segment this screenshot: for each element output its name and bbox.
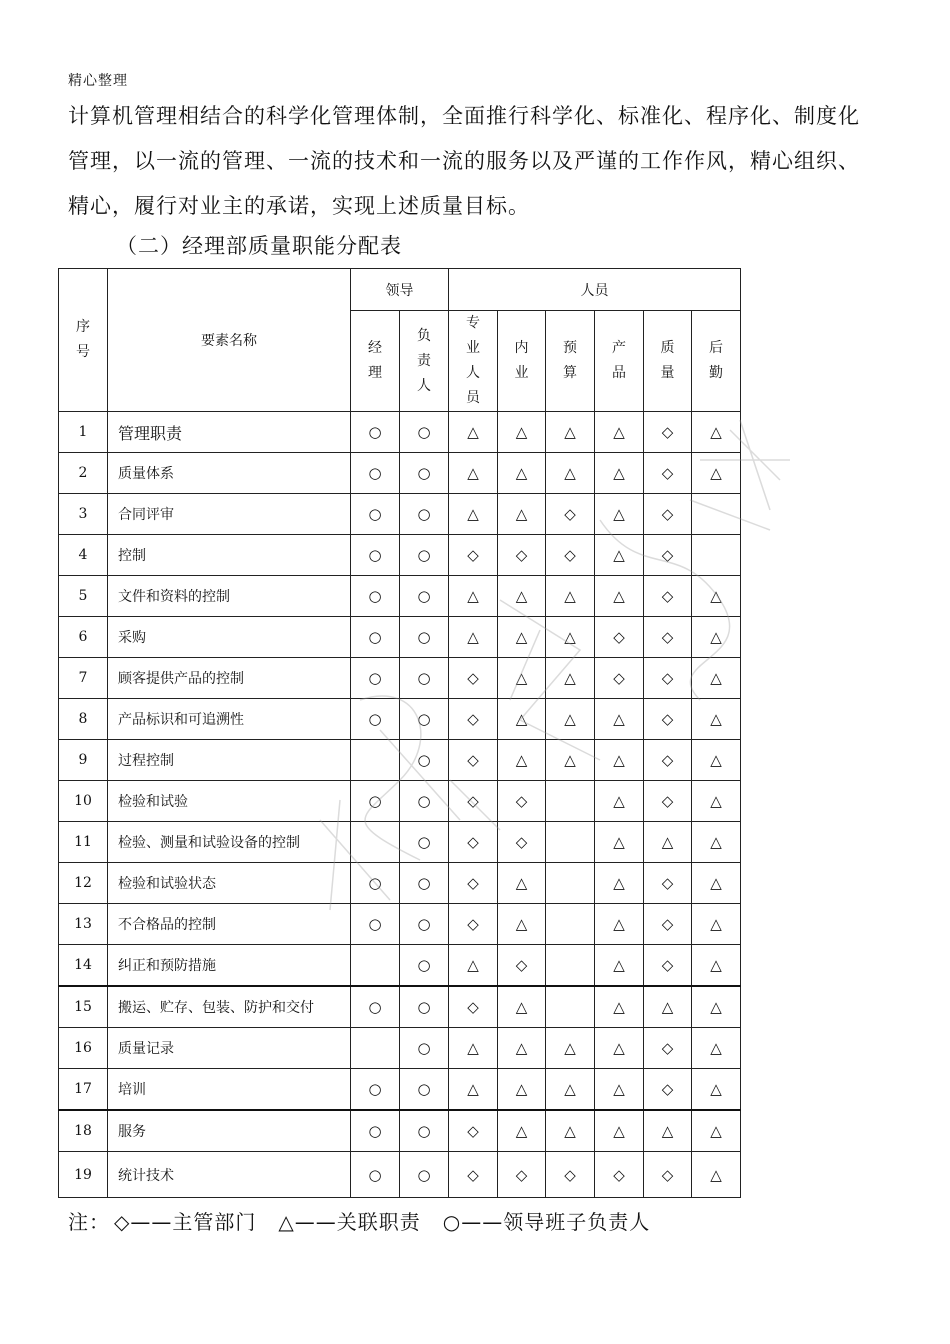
mark-cell-3: △: [498, 904, 546, 945]
table-row: [59, 494, 741, 535]
table-row: [59, 781, 741, 822]
table-row: [59, 658, 741, 699]
element-name: 采购: [108, 617, 351, 658]
mark-cell-6: ◇: [644, 535, 692, 576]
mark-cell-6: ◇: [644, 494, 692, 535]
table-row: [59, 453, 741, 494]
mark-cell-6: ◇: [644, 699, 692, 740]
mark-cell-4: △: [546, 1028, 595, 1069]
mark-cell-2: △: [449, 576, 498, 617]
legend-item-related: △——关联职责: [278, 1210, 421, 1234]
mark-cell-0: ○: [351, 1152, 400, 1198]
mark-cell-3: △: [498, 699, 546, 740]
mark-cell-6: ◇: [644, 1152, 692, 1198]
mark-cell-5: ◇: [595, 617, 644, 658]
table-row: [59, 535, 741, 576]
mark-cell-4: [546, 904, 595, 945]
header-seq-char: 序: [76, 319, 90, 335]
mark-cell-2: △: [449, 1069, 498, 1111]
mark-cell-2: △: [449, 617, 498, 658]
mark-cell-3: △: [498, 494, 546, 535]
mark-cell-2: △: [449, 1028, 498, 1069]
mark-cell-7: △: [692, 453, 741, 494]
mark-cell-1: ○: [400, 1152, 449, 1198]
mark-cell-1: ○: [400, 1069, 449, 1111]
mark-cell-1: ○: [400, 863, 449, 904]
row-number: 18: [59, 1110, 108, 1152]
mark-cell-2: ◇: [449, 986, 498, 1028]
sub-header-char: 理: [368, 365, 382, 381]
mark-cell-1: ○: [400, 945, 449, 987]
mark-cell-4: [546, 781, 595, 822]
element-name: 顾客提供产品的控制: [108, 658, 351, 699]
header-name: 要素名称: [108, 269, 351, 412]
mark-cell-6: ◇: [644, 1028, 692, 1069]
mark-cell-7: △: [692, 658, 741, 699]
mark-cell-1: ○: [400, 576, 449, 617]
mark-cell-7: △: [692, 986, 741, 1028]
mark-cell-3: △: [498, 412, 546, 453]
mark-cell-7: △: [692, 1069, 741, 1111]
paragraph-line: 管理，以一流的管理、一流的技术和一流的服务以及严谨的工作作风，精心组织、: [68, 149, 860, 173]
header-note: 精心整理: [68, 73, 128, 89]
element-name: 统计技术: [108, 1152, 351, 1198]
sub-header-char: 人: [417, 377, 431, 394]
mark-cell-6: ◇: [644, 412, 692, 453]
mark-cell-1: ○: [400, 412, 449, 453]
mark-cell-0: ○: [351, 1110, 400, 1152]
mark-cell-1: ○: [400, 494, 449, 535]
sub-header-char: 人: [466, 365, 480, 381]
mark-cell-2: ◇: [449, 904, 498, 945]
element-name: 产品标识和可追溯性: [108, 699, 351, 740]
mark-cell-5: △: [595, 535, 644, 576]
mark-cell-7: △: [692, 945, 741, 987]
sub-header-2: [449, 311, 498, 412]
mark-cell-5: △: [595, 986, 644, 1028]
sub-header-char: 算: [563, 365, 577, 381]
mark-cell-7: △: [692, 1110, 741, 1152]
element-name: 服务: [108, 1110, 351, 1152]
mark-cell-4: ◇: [546, 535, 595, 576]
mark-cell-0: ○: [351, 699, 400, 740]
table-row: [59, 945, 741, 987]
mark-cell-6: △: [644, 1110, 692, 1152]
element-name: 过程控制: [108, 740, 351, 781]
mark-cell-7: △: [692, 863, 741, 904]
mark-cell-6: ◇: [644, 740, 692, 781]
mark-cell-6: ◇: [644, 1069, 692, 1111]
mark-cell-7: △: [692, 781, 741, 822]
mark-cell-4: ◇: [546, 494, 595, 535]
mark-cell-0: ○: [351, 617, 400, 658]
table-row: [59, 1028, 741, 1069]
mark-cell-0: ○: [351, 494, 400, 535]
element-name: 控制: [108, 535, 351, 576]
sub-header-char: 预: [563, 340, 577, 356]
sub-header-char: 量: [660, 365, 675, 381]
sub-header-char: 专: [466, 315, 480, 331]
mark-cell-4: △: [546, 576, 595, 617]
mark-cell-5: △: [595, 412, 644, 453]
mark-cell-6: ◇: [644, 658, 692, 699]
mark-cell-6: ◇: [644, 617, 692, 658]
element-name: 检验和试验: [108, 781, 351, 822]
mark-cell-4: △: [546, 740, 595, 781]
sub-header-7: [692, 311, 741, 412]
row-number: 16: [59, 1028, 108, 1069]
sub-header-char: 勤: [709, 365, 723, 381]
row-number: 9: [59, 740, 108, 781]
mark-cell-5: △: [595, 904, 644, 945]
mark-cell-1: ○: [400, 986, 449, 1028]
sub-header-char: 后: [709, 340, 723, 356]
mark-cell-5: △: [595, 453, 644, 494]
sub-header-4: [546, 311, 595, 412]
mark-cell-0: [351, 1028, 400, 1069]
mark-cell-5: △: [595, 494, 644, 535]
mark-cell-3: △: [498, 986, 546, 1028]
row-number: 13: [59, 904, 108, 945]
element-name: 检验、测量和试验设备的控制: [108, 822, 351, 863]
mark-cell-3: △: [498, 576, 546, 617]
sub-header-label: [692, 336, 740, 386]
mark-cell-0: ○: [351, 658, 400, 699]
mark-cell-3: ◇: [498, 822, 546, 863]
mark-cell-2: ◇: [449, 781, 498, 822]
mark-cell-1: ○: [400, 453, 449, 494]
mark-cell-4: △: [546, 1110, 595, 1152]
mark-cell-2: ◇: [449, 1110, 498, 1152]
mark-cell-1: ○: [400, 904, 449, 945]
mark-cell-5: △: [595, 699, 644, 740]
mark-cell-5: △: [595, 1028, 644, 1069]
row-number: 5: [59, 576, 108, 617]
header-group-leader: 领导: [351, 269, 449, 311]
mark-cell-2: ◇: [449, 740, 498, 781]
mark-cell-5: △: [595, 863, 644, 904]
table-row: [59, 576, 741, 617]
sub-header-5: [595, 311, 644, 412]
row-number: 11: [59, 822, 108, 863]
mark-cell-2: ◇: [449, 658, 498, 699]
mark-cell-4: △: [546, 412, 595, 453]
sub-header-char: 业: [514, 365, 529, 381]
mark-cell-4: ◇: [546, 1152, 595, 1198]
element-name: 合同评审: [108, 494, 351, 535]
mark-cell-4: △: [546, 453, 595, 494]
mark-cell-7: △: [692, 904, 741, 945]
mark-cell-7: △: [692, 822, 741, 863]
mark-cell-6: ◇: [644, 863, 692, 904]
mark-cell-4: [546, 863, 595, 904]
element-name: 检验和试验状态: [108, 863, 351, 904]
mark-cell-7: △: [692, 740, 741, 781]
mark-cell-4: △: [546, 617, 595, 658]
element-name: 不合格品的控制: [108, 904, 351, 945]
sub-header-0: [351, 311, 400, 412]
mark-cell-6: ◇: [644, 945, 692, 987]
mark-cell-2: ◇: [449, 535, 498, 576]
mark-cell-3: △: [498, 1110, 546, 1152]
header-group-staff: 人员: [449, 269, 741, 311]
row-number: 14: [59, 945, 108, 987]
mark-cell-6: △: [644, 986, 692, 1028]
sub-header-char: 业: [466, 340, 480, 356]
mark-cell-1: ○: [400, 740, 449, 781]
legend-item-main: ◇——主管部门: [114, 1210, 257, 1234]
mark-cell-7: △: [692, 1152, 741, 1198]
mark-cell-0: ○: [351, 1069, 400, 1111]
mark-cell-5: △: [595, 781, 644, 822]
mark-cell-2: △: [449, 494, 498, 535]
intro-paragraph: [68, 94, 898, 229]
mark-cell-1: ○: [400, 617, 449, 658]
row-number: 17: [59, 1069, 108, 1111]
row-number: 12: [59, 863, 108, 904]
header-seq-char: 号: [76, 344, 90, 360]
mark-cell-2: ◇: [449, 863, 498, 904]
sub-header-label: [595, 336, 643, 386]
row-number: 8: [59, 699, 108, 740]
element-name: 文件和资料的控制: [108, 576, 351, 617]
mark-cell-0: ○: [351, 986, 400, 1028]
element-name: 管理职责: [108, 412, 351, 453]
table-row: [59, 617, 741, 658]
row-number: 19: [59, 1152, 108, 1198]
element-name: 培训: [108, 1069, 351, 1111]
mark-cell-2: △: [449, 412, 498, 453]
sub-header-3: [498, 311, 546, 412]
sub-header-label: [400, 324, 448, 399]
mark-cell-4: △: [546, 658, 595, 699]
mark-cell-7: [692, 494, 741, 535]
sub-header-char: 品: [612, 365, 626, 381]
mark-cell-4: △: [546, 699, 595, 740]
mark-cell-0: ○: [351, 863, 400, 904]
sub-header-label: [644, 336, 691, 386]
mark-cell-0: ○: [351, 453, 400, 494]
sub-header-1: [400, 311, 449, 412]
mark-cell-0: ○: [351, 781, 400, 822]
mark-cell-2: ◇: [449, 822, 498, 863]
mark-cell-1: ○: [400, 658, 449, 699]
mark-cell-3: △: [498, 453, 546, 494]
header-seq-label: [59, 315, 107, 365]
mark-cell-1: ○: [400, 781, 449, 822]
mark-cell-6: ◇: [644, 781, 692, 822]
quality-function-table: [58, 268, 741, 1198]
mark-cell-0: [351, 740, 400, 781]
mark-cell-7: [692, 535, 741, 576]
mark-cell-1: ○: [400, 822, 449, 863]
mark-cell-5: ◇: [595, 658, 644, 699]
mark-cell-0: ○: [351, 576, 400, 617]
table-body: [59, 412, 741, 1198]
element-name: 搬运、贮存、包装、防护和交付: [108, 986, 351, 1028]
mark-cell-5: △: [595, 1069, 644, 1111]
row-number: 1: [59, 412, 108, 453]
mark-cell-5: △: [595, 740, 644, 781]
sub-header-char: 质: [660, 340, 675, 356]
mark-cell-3: ◇: [498, 1152, 546, 1198]
mark-cell-2: ◇: [449, 699, 498, 740]
mark-cell-5: ◇: [595, 1152, 644, 1198]
mark-cell-3: △: [498, 617, 546, 658]
paragraph-line: 计算机管理相结合的科学化管理体制，全面推行科学化、标准化、程序化、制度化: [68, 104, 860, 128]
table-row: [59, 1110, 741, 1152]
mark-cell-6: ◇: [644, 576, 692, 617]
mark-cell-7: △: [692, 617, 741, 658]
table-row: [59, 1069, 741, 1111]
mark-cell-5: △: [595, 1110, 644, 1152]
table-row: [59, 904, 741, 945]
mark-cell-4: [546, 945, 595, 987]
mark-cell-5: △: [595, 822, 644, 863]
table-row: [59, 986, 741, 1028]
table-row: [59, 822, 741, 863]
legend-prefix: 注：: [68, 1210, 110, 1234]
mark-cell-4: [546, 822, 595, 863]
mark-cell-6: ◇: [644, 453, 692, 494]
row-number: 7: [59, 658, 108, 699]
table-row: [59, 740, 741, 781]
sub-header-char: 负: [417, 327, 431, 344]
mark-cell-7: △: [692, 1028, 741, 1069]
element-name: 质量体系: [108, 453, 351, 494]
table-row: [59, 863, 741, 904]
mark-cell-0: ○: [351, 535, 400, 576]
row-number: 2: [59, 453, 108, 494]
sub-header-char: 经: [368, 340, 382, 356]
mark-cell-4: [546, 986, 595, 1028]
header-seq: [59, 269, 108, 412]
table-row: [59, 412, 741, 453]
sub-header-char: 产: [612, 340, 626, 356]
sub-header-char: 内: [514, 340, 529, 356]
element-name: 质量记录: [108, 1028, 351, 1069]
row-number: 3: [59, 494, 108, 535]
paragraph-line: 精心，履行对业主的承诺，实现上述质量目标。: [68, 194, 530, 218]
sub-header-char: 责: [417, 352, 431, 369]
mark-cell-1: ○: [400, 1028, 449, 1069]
mark-cell-3: ◇: [498, 781, 546, 822]
mark-cell-0: ○: [351, 412, 400, 453]
mark-cell-7: △: [692, 576, 741, 617]
sub-header-label: [449, 311, 497, 411]
mark-cell-0: [351, 945, 400, 987]
mark-cell-2: ◇: [449, 1152, 498, 1198]
row-number: 15: [59, 986, 108, 1028]
mark-cell-3: △: [498, 1069, 546, 1111]
mark-cell-1: ○: [400, 535, 449, 576]
row-number: 6: [59, 617, 108, 658]
mark-cell-6: △: [644, 822, 692, 863]
row-number: 10: [59, 781, 108, 822]
section-title: （二）经理部质量职能分配表: [116, 234, 402, 258]
mark-cell-7: △: [692, 412, 741, 453]
mark-cell-7: △: [692, 699, 741, 740]
mark-cell-2: △: [449, 453, 498, 494]
mark-cell-2: △: [449, 945, 498, 987]
row-number: 4: [59, 535, 108, 576]
mark-cell-3: △: [498, 740, 546, 781]
mark-cell-1: ○: [400, 699, 449, 740]
table-row: [59, 1152, 741, 1198]
mark-cell-3: △: [498, 658, 546, 699]
element-name: 纠正和预防措施: [108, 945, 351, 987]
mark-cell-5: △: [595, 945, 644, 987]
mark-cell-3: ◇: [498, 535, 546, 576]
sub-header-char: 员: [466, 390, 480, 406]
mark-cell-0: [351, 822, 400, 863]
legend: [68, 1206, 672, 1235]
sub-header-label: [498, 336, 545, 386]
mark-cell-6: ◇: [644, 904, 692, 945]
sub-header-label: [351, 336, 399, 386]
mark-cell-1: ○: [400, 1110, 449, 1152]
sub-header-label: [546, 336, 594, 386]
sub-header-6: [644, 311, 692, 412]
mark-cell-0: ○: [351, 904, 400, 945]
mark-cell-3: ◇: [498, 945, 546, 987]
legend-item-leader: ○——领导班子负责人: [442, 1210, 651, 1234]
table-row: [59, 699, 741, 740]
mark-cell-5: △: [595, 576, 644, 617]
mark-cell-3: △: [498, 1028, 546, 1069]
mark-cell-3: △: [498, 863, 546, 904]
mark-cell-4: △: [546, 1069, 595, 1111]
